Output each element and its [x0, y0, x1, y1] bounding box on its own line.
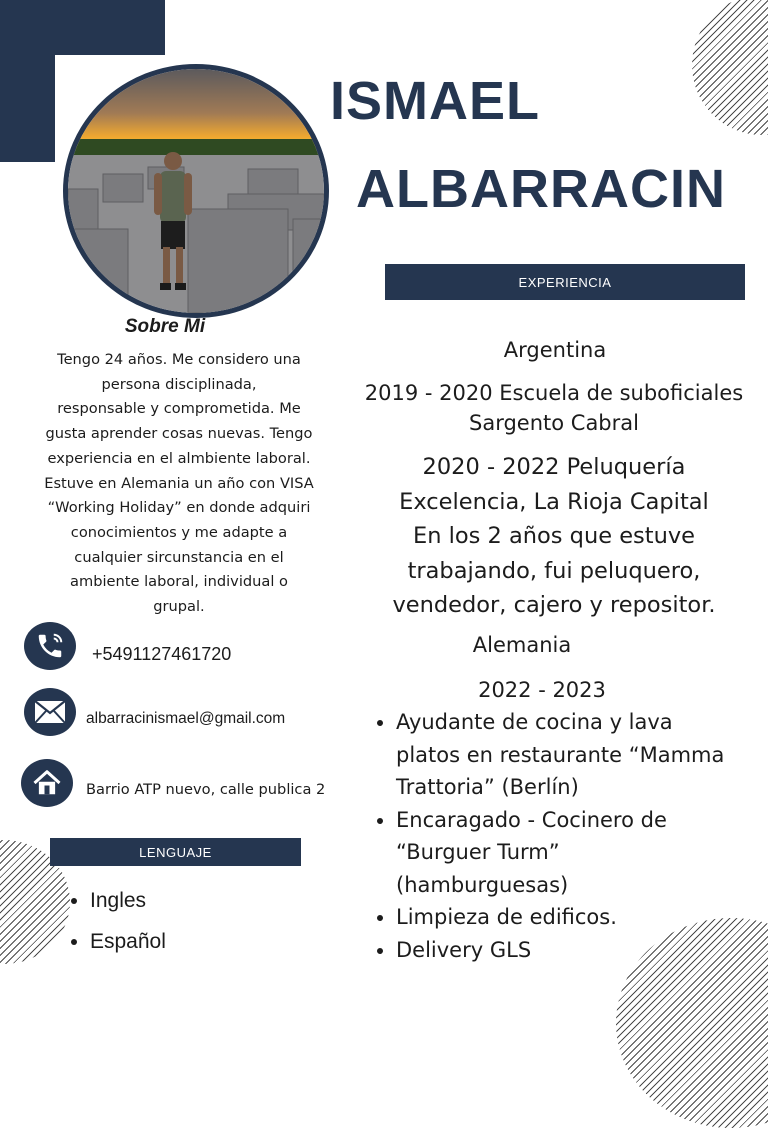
job-line: 2020 - 2022 Peluquería	[422, 454, 686, 480]
alemania-jobs-list	[370, 706, 736, 966]
about-line: ambiente laboral, individual o	[70, 573, 288, 591]
about-line: experiencia en el almbiente laboral.	[47, 449, 311, 467]
languages-header: LENGUAJE	[50, 838, 301, 866]
envelope-icon	[24, 688, 76, 736]
language-item: • Ingles	[90, 880, 166, 921]
about-line: grupal.	[153, 598, 205, 616]
job-line: trabajando, fui peluquero,	[407, 557, 701, 584]
job-line: Excelencia, La Rioja Capital	[399, 488, 709, 515]
job-escuela	[346, 378, 762, 438]
about-text	[18, 348, 340, 620]
about-line: responsable y comprometida. Me	[57, 400, 301, 418]
job-peluqueria	[346, 450, 762, 623]
job-line: Sargento Cabral	[469, 411, 639, 435]
profile-photo-illustration	[68, 69, 324, 313]
phone-icon	[24, 622, 76, 670]
language-item: • Español	[90, 921, 166, 962]
about-title: Sobre Mi	[124, 316, 206, 337]
profile-photo	[63, 64, 329, 318]
job-item: • Limpieza de edificos.	[396, 901, 736, 934]
job-line: vendedor, cajero y repositor.	[392, 592, 716, 618]
job-item: • Ayudante de cocina y lava platos en restaurante “Mamma Trattoria” (Berlín)	[396, 706, 736, 804]
last-name: ALBARRACIN	[356, 159, 726, 219]
about-line: conocimientos y me adapte a	[70, 523, 288, 541]
job-line: En los 2 años que estuve	[412, 523, 696, 549]
about-line: “Working Holiday” en donde adquiri	[47, 499, 311, 517]
job-line: 2019 - 2020 Escuela de suboficiales	[364, 381, 744, 405]
phone-number[interactable]: +5491127461720	[92, 644, 232, 664]
country-argentina: Argentina	[503, 338, 607, 362]
first-name: ISMAEL	[330, 71, 541, 131]
about-line: cualquier sircunstancia en el	[74, 548, 284, 566]
about-line: Tengo 24 años. Me considero una	[57, 351, 301, 368]
corner-decoration-left	[0, 0, 55, 162]
striped-circle-top-right	[692, 0, 768, 135]
email-address[interactable]: albarracinismael@gmail.com	[86, 710, 286, 727]
home-address: Barrio ATP nuevo, calle publica 2	[86, 781, 326, 798]
about-line: Estuve en Alemania un año con VISA	[44, 474, 314, 492]
house-icon	[21, 759, 73, 807]
about-line: gusta aprender cosas nuevas. Tengo	[45, 425, 313, 443]
job-item: • Encaragado - Cocinero de “Burguer Turm” (hamburguesas)	[396, 804, 736, 902]
languages-list	[62, 880, 166, 962]
years-alemania: 2022 - 2023	[478, 678, 606, 702]
job-item: • Delivery GLS	[396, 934, 736, 967]
country-alemania: Alemania	[472, 633, 572, 657]
about-line: persona disciplinada,	[101, 375, 257, 393]
experience-header: EXPERIENCIA	[385, 264, 745, 300]
